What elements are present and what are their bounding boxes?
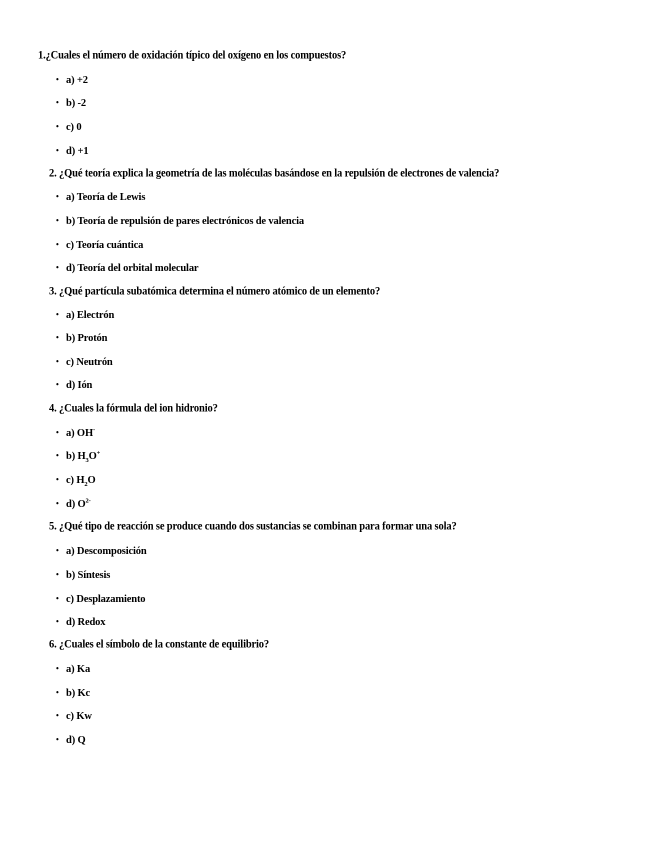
q1-option-c: • c) 0: [56, 122, 82, 133]
bullet-icon: •: [56, 380, 59, 389]
bullet-icon: •: [56, 546, 59, 555]
bullet-icon: •: [56, 333, 59, 342]
bullet-icon: •: [56, 216, 59, 225]
q2-option-a: • a) Teoría de Lewis: [56, 192, 146, 203]
bullet-icon: •: [56, 240, 59, 249]
bullet-icon: •: [56, 735, 59, 744]
question-4: 4. ¿Cuales la fórmula del ion hidronio?: [49, 403, 218, 415]
q5-option-b: • b) Síntesis: [56, 570, 111, 581]
bullet-icon: •: [56, 122, 59, 131]
q2-option-c: • c) Teoría cuántica: [56, 240, 144, 251]
q3-option-c: • c) Neutrón: [56, 357, 113, 368]
bullet-icon: •: [56, 617, 59, 626]
q4-option-d: • d) $O^{2-}$: [56, 497, 91, 510]
bullet-icon: •: [56, 711, 59, 720]
bullet-icon: •: [56, 75, 59, 84]
bullet-icon: •: [56, 664, 59, 673]
question-3: 3. ¿Qué partícula subatómica determina el número atómico de un elemento?: [49, 286, 381, 298]
question-5: 5. ¿Qué tipo de reacción se produce cuando dos sustancias se combinan para formar una sola?: [49, 521, 457, 533]
q6-option-b: • b) Kc: [56, 688, 91, 699]
q5-option-c: • c) Desplazamiento: [56, 594, 146, 605]
bullet-icon: •: [56, 146, 59, 155]
q3-option-d: • d) Ión: [56, 380, 93, 391]
question-2: 2. ¿Qué teoría explica la geometría de las moléculas basándose en la repulsión de electrones de valencia?: [49, 168, 500, 180]
bullet-icon: •: [56, 428, 59, 437]
bullet-icon: •: [56, 357, 59, 366]
bullet-icon: •: [56, 263, 59, 272]
bullet-icon: •: [56, 475, 59, 484]
q4-option-c: • c) $H_2O$: [56, 475, 96, 489]
q2-option-b: • b) Teoría de repulsión de pares electrónicos de valencia: [56, 216, 304, 227]
q3-option-a: • a) Electrón: [56, 310, 115, 321]
question-6: 6. ¿Cuales el símbolo de la constante de equilibrio?: [49, 639, 270, 651]
q6-option-a: • a) Ka: [56, 664, 91, 675]
bullet-icon: •: [56, 192, 59, 201]
q1-option-a: • a) +2: [56, 75, 88, 86]
q5-option-d: • d) Redox: [56, 617, 106, 628]
q3-option-b: • b) Protón: [56, 333, 108, 344]
bullet-icon: •: [56, 451, 59, 460]
bullet-icon: •: [56, 499, 59, 508]
q6-option-c: • c) Kw: [56, 711, 92, 722]
question-1: 1.¿Cuales el número de oxidación típico del oxígeno en los compuestos?: [38, 50, 347, 62]
q4-option-b: • b) $H_3O^+$: [56, 449, 101, 465]
q2-option-d: • d) Teoría del orbital molecular: [56, 263, 199, 274]
q5-option-a: • a) Descomposición: [56, 546, 147, 557]
q1-option-d: • d) +1: [56, 146, 89, 157]
bullet-icon: •: [56, 594, 59, 603]
bullet-icon: •: [56, 688, 59, 697]
q6-option-d: • d) Q: [56, 735, 86, 746]
q4-option-a: • a) OH-: [56, 426, 95, 439]
bullet-icon: •: [56, 310, 59, 319]
q1-option-b: • b) -2: [56, 98, 86, 109]
bullet-icon: •: [56, 98, 59, 107]
bullet-icon: •: [56, 570, 59, 579]
